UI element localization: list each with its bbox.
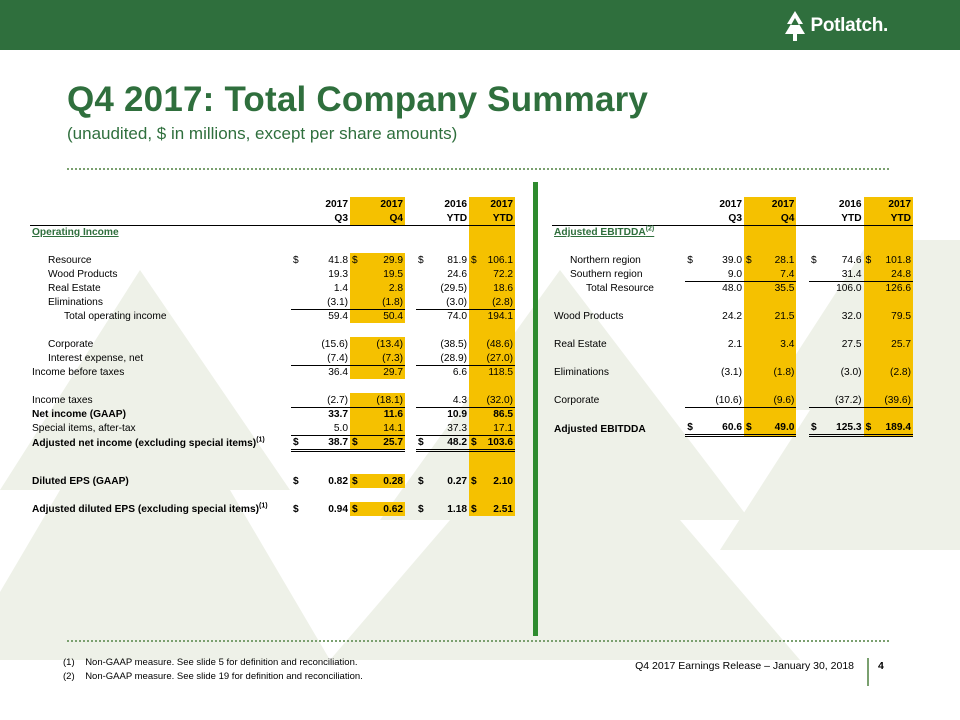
value-cell: 28.1: [758, 253, 797, 267]
currency-symbol: [416, 337, 429, 351]
value-cell: 126.6: [877, 281, 913, 295]
row-label: Adjusted EBITDDA: [554, 423, 646, 435]
value-cell: (3.1): [721, 367, 742, 378]
col-header: YTD: [469, 211, 515, 225]
currency-symbol: $: [291, 435, 304, 450]
value-cell: (3.0): [840, 367, 862, 378]
currency-symbol: [416, 309, 429, 323]
value-cell: 24.6: [447, 269, 468, 280]
currency-symbol: [469, 337, 482, 351]
value-cell: 18.6: [482, 281, 515, 295]
currency-symbol: [809, 267, 823, 281]
value-cell: 10.9: [447, 409, 468, 420]
currency-symbol: [864, 309, 878, 323]
value-cell: 106.0: [836, 283, 862, 294]
value-cell: 48.0: [722, 283, 742, 294]
col-header: 2017: [864, 197, 913, 211]
currency-symbol: $: [811, 255, 817, 266]
value-cell: (7.3): [363, 351, 405, 365]
footnote-number: (1): [63, 657, 75, 668]
currency-symbol: [416, 407, 429, 421]
currency-symbol: [350, 393, 363, 407]
currency-symbol: [744, 365, 758, 379]
value-cell: 48.2: [429, 435, 469, 450]
currency-symbol: [744, 267, 758, 281]
currency-symbol: [416, 281, 429, 295]
row-label: Adjusted net income (excluding special items)$^{(1)}$: [32, 436, 265, 449]
currency-symbol: [416, 393, 429, 407]
col-header: Q3: [685, 211, 744, 225]
value-cell: (38.5): [440, 339, 468, 350]
currency-symbol: $: [350, 502, 363, 516]
value-cell: (32.0): [482, 393, 515, 407]
footnote-ref: (2): [645, 225, 655, 233]
value-cell: (18.1): [363, 393, 405, 407]
value-cell: 0.94: [328, 504, 349, 515]
table-row: [30, 267, 515, 281]
section-row: [30, 225, 515, 239]
row-label: Eliminations: [48, 297, 103, 308]
table-row: [30, 435, 515, 450]
value-cell: 74.6: [841, 255, 862, 266]
footnotes: [63, 656, 363, 684]
value-cell: 49.0: [758, 421, 797, 436]
col-header: Q4: [350, 211, 405, 225]
currency-symbol: [864, 393, 878, 407]
currency-symbol: [291, 309, 304, 323]
value-cell: 36.4: [328, 367, 349, 378]
logo: [784, 10, 888, 42]
row-label: Northern region: [570, 255, 641, 266]
currency-symbol: [469, 351, 482, 365]
currency-symbol: [744, 309, 758, 323]
currency-symbol: [864, 365, 878, 379]
currency-symbol: [416, 421, 429, 435]
value-cell: 118.5: [482, 365, 515, 379]
footer-divider: [867, 658, 869, 686]
value-cell: 0.27: [447, 476, 468, 487]
page-number: 4: [878, 660, 884, 672]
col-header: 2017: [325, 199, 349, 210]
value-cell: (28.9): [429, 351, 469, 365]
value-cell: (48.6): [482, 337, 515, 351]
currency-symbol: [469, 309, 482, 323]
value-cell: 6.6: [452, 367, 468, 378]
page-subtitle: (unaudited, $ in millions, except per share amounts): [67, 124, 458, 143]
value-cell: 125.3: [823, 421, 864, 436]
currency-symbol: [744, 337, 758, 351]
table-row: [30, 281, 515, 295]
value-cell: (9.6): [758, 393, 797, 407]
table-header-year: [30, 197, 515, 211]
col-header: Q4: [744, 211, 796, 225]
currency-symbol: [291, 407, 304, 421]
currency-symbol: [291, 351, 304, 365]
value-cell: 19.3: [328, 269, 349, 280]
value-cell: 21.5: [758, 309, 797, 323]
currency-symbol: [685, 337, 699, 351]
value-cell: (3.1): [304, 295, 350, 309]
value-cell: 38.7: [304, 435, 350, 450]
currency-symbol: $: [416, 435, 429, 450]
value-cell: (3.0): [429, 295, 469, 309]
col-header: Q3: [291, 211, 350, 225]
value-cell: 194.1: [482, 309, 515, 323]
value-cell: 3.4: [758, 337, 797, 351]
footnote-ref: (1): [256, 436, 265, 444]
value-cell: (2.8): [877, 365, 913, 379]
row-label: Interest expense, net: [48, 353, 144, 364]
col-header: 2017: [469, 197, 515, 211]
currency-symbol: [416, 295, 429, 309]
row-label: Adjusted diluted EPS (excluding special items)$^{(1)}$: [32, 502, 268, 515]
value-cell: 39.0: [722, 255, 742, 266]
currency-symbol: $: [293, 504, 299, 515]
currency-symbol: [809, 281, 823, 295]
value-cell: 24.2: [722, 311, 742, 322]
value-cell: 14.1: [363, 421, 405, 435]
currency-symbol: $: [293, 255, 299, 266]
currency-symbol: [685, 393, 699, 407]
value-cell: 7.4: [758, 267, 797, 281]
currency-symbol: [350, 365, 363, 379]
value-cell: (29.5): [440, 283, 468, 294]
value-cell: 29.7: [363, 365, 405, 379]
currency-symbol: $: [350, 474, 363, 488]
footnote-number: (2): [63, 671, 75, 682]
section-label: Operating Income: [32, 227, 119, 238]
currency-symbol: [291, 295, 304, 309]
col-header: 2017: [744, 197, 796, 211]
currency-symbol: [469, 281, 482, 295]
value-cell: 1.18: [447, 504, 468, 515]
value-cell: 2.8: [363, 281, 405, 295]
col-header: YTD: [809, 211, 864, 225]
table-row: [552, 365, 913, 379]
value-cell: 86.5: [482, 407, 515, 421]
col-header: 2017: [719, 199, 742, 210]
table-separator: [533, 182, 538, 636]
value-cell: 35.5: [758, 281, 797, 295]
value-cell: 9.0: [699, 267, 744, 281]
table-row: [552, 281, 913, 295]
pine-tree-icon: [784, 10, 806, 42]
value-cell: (1.8): [363, 295, 405, 309]
row-label: Eliminations: [554, 367, 609, 378]
footnote-text: Non-GAAP measure. See slide 19 for definition and reconciliation.: [85, 671, 363, 682]
value-cell: 19.5: [363, 267, 405, 281]
col-header: YTD: [864, 211, 913, 225]
value-cell: 41.8: [328, 255, 349, 266]
currency-symbol: [291, 393, 304, 407]
value-cell: 59.4: [328, 311, 349, 322]
row-label: Total Resource: [586, 283, 654, 294]
footnote-2: [63, 670, 363, 684]
table-row: [30, 474, 515, 488]
currency-symbol: $: [469, 474, 482, 488]
row-label: Wood Products: [48, 269, 118, 280]
section-row: [552, 225, 913, 239]
currency-symbol: $: [418, 504, 424, 515]
value-cell: 2.1: [727, 339, 742, 350]
value-cell: 103.6: [482, 435, 515, 450]
value-cell: 25.7: [363, 435, 405, 450]
currency-symbol: [416, 365, 429, 379]
adjusted-ebitdda-table: [552, 197, 913, 437]
currency-symbol: [291, 281, 304, 295]
footer-text: Q4 2017 Earnings Release – January 30, 2018: [635, 660, 854, 672]
value-cell: 17.1: [482, 421, 515, 435]
table-row: [30, 351, 515, 365]
value-cell: 60.6: [699, 421, 744, 436]
currency-symbol: $: [293, 476, 299, 487]
currency-symbol: [350, 295, 363, 309]
currency-symbol: [809, 309, 823, 323]
currency-symbol: [469, 365, 482, 379]
value-cell: 189.4: [877, 421, 913, 436]
currency-symbol: [685, 281, 699, 295]
currency-symbol: [469, 295, 482, 309]
table-header-period: [30, 211, 515, 225]
row-label: Total operating income: [64, 311, 167, 322]
currency-symbol: [744, 281, 758, 295]
value-cell: 0.28: [363, 474, 405, 488]
table-row: [552, 421, 913, 436]
currency-symbol: [809, 393, 823, 407]
row-label: Net income (GAAP): [32, 409, 126, 420]
value-cell: (13.4): [363, 337, 405, 351]
value-cell: (39.6): [877, 393, 913, 407]
currency-symbol: $: [469, 502, 482, 516]
currency-symbol: $: [685, 421, 699, 436]
row-label: Corporate: [48, 339, 94, 350]
currency-symbol: [469, 407, 482, 421]
currency-symbol: [685, 267, 699, 281]
currency-symbol: [350, 337, 363, 351]
row-label: Income taxes: [32, 395, 93, 406]
value-cell: 2.51: [482, 502, 515, 516]
value-cell: (27.0): [482, 351, 515, 365]
table-row: [552, 267, 913, 281]
table-row: [30, 365, 515, 379]
currency-symbol: [809, 365, 823, 379]
page-title: Q4 2017: Total Company Summary: [67, 80, 649, 119]
table-row: [30, 337, 515, 351]
value-cell: (37.2): [823, 393, 864, 407]
currency-symbol: $: [744, 421, 758, 436]
value-cell: 74.0: [447, 311, 468, 322]
currency-symbol: [350, 267, 363, 281]
section-label-text: Adjusted EBITDDA: [554, 227, 646, 238]
currency-symbol: [809, 337, 823, 351]
table-row: [30, 253, 515, 267]
table-row: [30, 393, 515, 407]
value-cell: 25.7: [877, 337, 913, 351]
col-header: 2016: [444, 199, 468, 210]
value-cell: (7.4): [304, 351, 350, 365]
value-cell: 27.5: [841, 339, 862, 350]
currency-symbol: [469, 421, 482, 435]
currency-symbol: [291, 267, 304, 281]
row-label: Special items, after-tax: [32, 423, 136, 434]
table-row: [552, 253, 913, 267]
table-row: [552, 337, 913, 351]
row-label: Real Estate: [48, 283, 101, 294]
value-cell: 4.3: [429, 393, 469, 407]
top-divider: [67, 168, 889, 170]
value-cell: 50.4: [363, 309, 405, 323]
row-label: Corporate: [554, 395, 600, 406]
table-row: [30, 502, 515, 516]
value-cell: (10.6): [699, 393, 744, 407]
currency-symbol: [864, 337, 878, 351]
currency-symbol: [469, 267, 482, 281]
currency-symbol: $: [350, 253, 363, 267]
row-label: Diluted EPS (GAAP): [32, 476, 129, 487]
currency-symbol: $: [744, 253, 758, 267]
value-cell: 0.62: [363, 502, 405, 516]
currency-symbol: [291, 365, 304, 379]
currency-symbol: $: [469, 253, 482, 267]
row-label: Income before taxes: [32, 367, 125, 378]
row-label: Resource: [48, 255, 92, 266]
col-header: 2017: [350, 197, 405, 211]
table-header-year: [552, 197, 913, 211]
value-cell: 1.4: [333, 283, 349, 294]
currency-symbol: [685, 309, 699, 323]
currency-symbol: [350, 407, 363, 421]
currency-symbol: $: [418, 476, 424, 487]
currency-symbol: $: [809, 421, 823, 436]
value-cell: 81.9: [447, 255, 468, 266]
value-cell: (2.8): [482, 295, 515, 309]
currency-symbol: [416, 267, 429, 281]
currency-symbol: [350, 421, 363, 435]
row-label: Southern region: [570, 269, 643, 280]
bottom-divider: [67, 640, 889, 642]
footnote-ref: (1): [259, 502, 268, 510]
operating-income-table: [30, 197, 515, 516]
value-cell: 0.82: [328, 476, 349, 487]
currency-symbol: [685, 365, 699, 379]
header-bar: [0, 0, 960, 50]
currency-symbol: [864, 281, 878, 295]
value-cell: 24.8: [877, 267, 913, 281]
currency-symbol: $: [864, 421, 878, 436]
value-cell: 79.5: [877, 309, 913, 323]
value-cell: 29.9: [363, 253, 405, 267]
value-cell: 106.1: [482, 253, 515, 267]
currency-symbol: $: [469, 435, 482, 450]
currency-symbol: [744, 393, 758, 407]
table-row: [30, 421, 515, 435]
value-cell: 101.8: [877, 253, 913, 267]
value-cell: 31.4: [823, 267, 864, 281]
currency-symbol: [864, 267, 878, 281]
row-label: Wood Products: [554, 311, 624, 322]
currency-symbol: $: [687, 255, 693, 266]
value-cell: 11.6: [363, 407, 405, 421]
value-cell: (2.7): [304, 393, 350, 407]
value-cell: 2.10: [482, 474, 515, 488]
currency-symbol: [416, 351, 429, 365]
table-row: [552, 309, 913, 323]
table-row: [30, 295, 515, 309]
currency-symbol: [469, 393, 482, 407]
footnote-1: [63, 656, 363, 670]
value-cell: 5.0: [304, 421, 350, 435]
value-cell: (1.8): [758, 365, 797, 379]
currency-symbol: $: [350, 435, 363, 450]
currency-symbol: $: [864, 253, 878, 267]
footnote-text: Non-GAAP measure. See slide 5 for definition and reconciliation.: [85, 657, 358, 668]
section-label: [552, 225, 685, 239]
col-header: YTD: [416, 211, 469, 225]
table-row: [30, 309, 515, 323]
value-cell: 32.0: [841, 311, 862, 322]
table-row: [552, 393, 913, 407]
currency-symbol: [350, 351, 363, 365]
value-cell: 33.7: [328, 409, 349, 420]
currency-symbol: [350, 309, 363, 323]
currency-symbol: [350, 281, 363, 295]
value-cell: (15.6): [321, 339, 349, 350]
value-cell: 72.2: [482, 267, 515, 281]
currency-symbol: $: [418, 255, 424, 266]
row-label: Real Estate: [554, 339, 607, 350]
value-cell: 37.3: [429, 421, 469, 435]
table-header-period: [552, 211, 913, 225]
currency-symbol: [291, 337, 304, 351]
logo-wordmark: Potlatch.: [810, 15, 888, 36]
col-header: 2016: [838, 199, 862, 210]
table-row: [30, 407, 515, 421]
currency-symbol: [291, 421, 304, 435]
